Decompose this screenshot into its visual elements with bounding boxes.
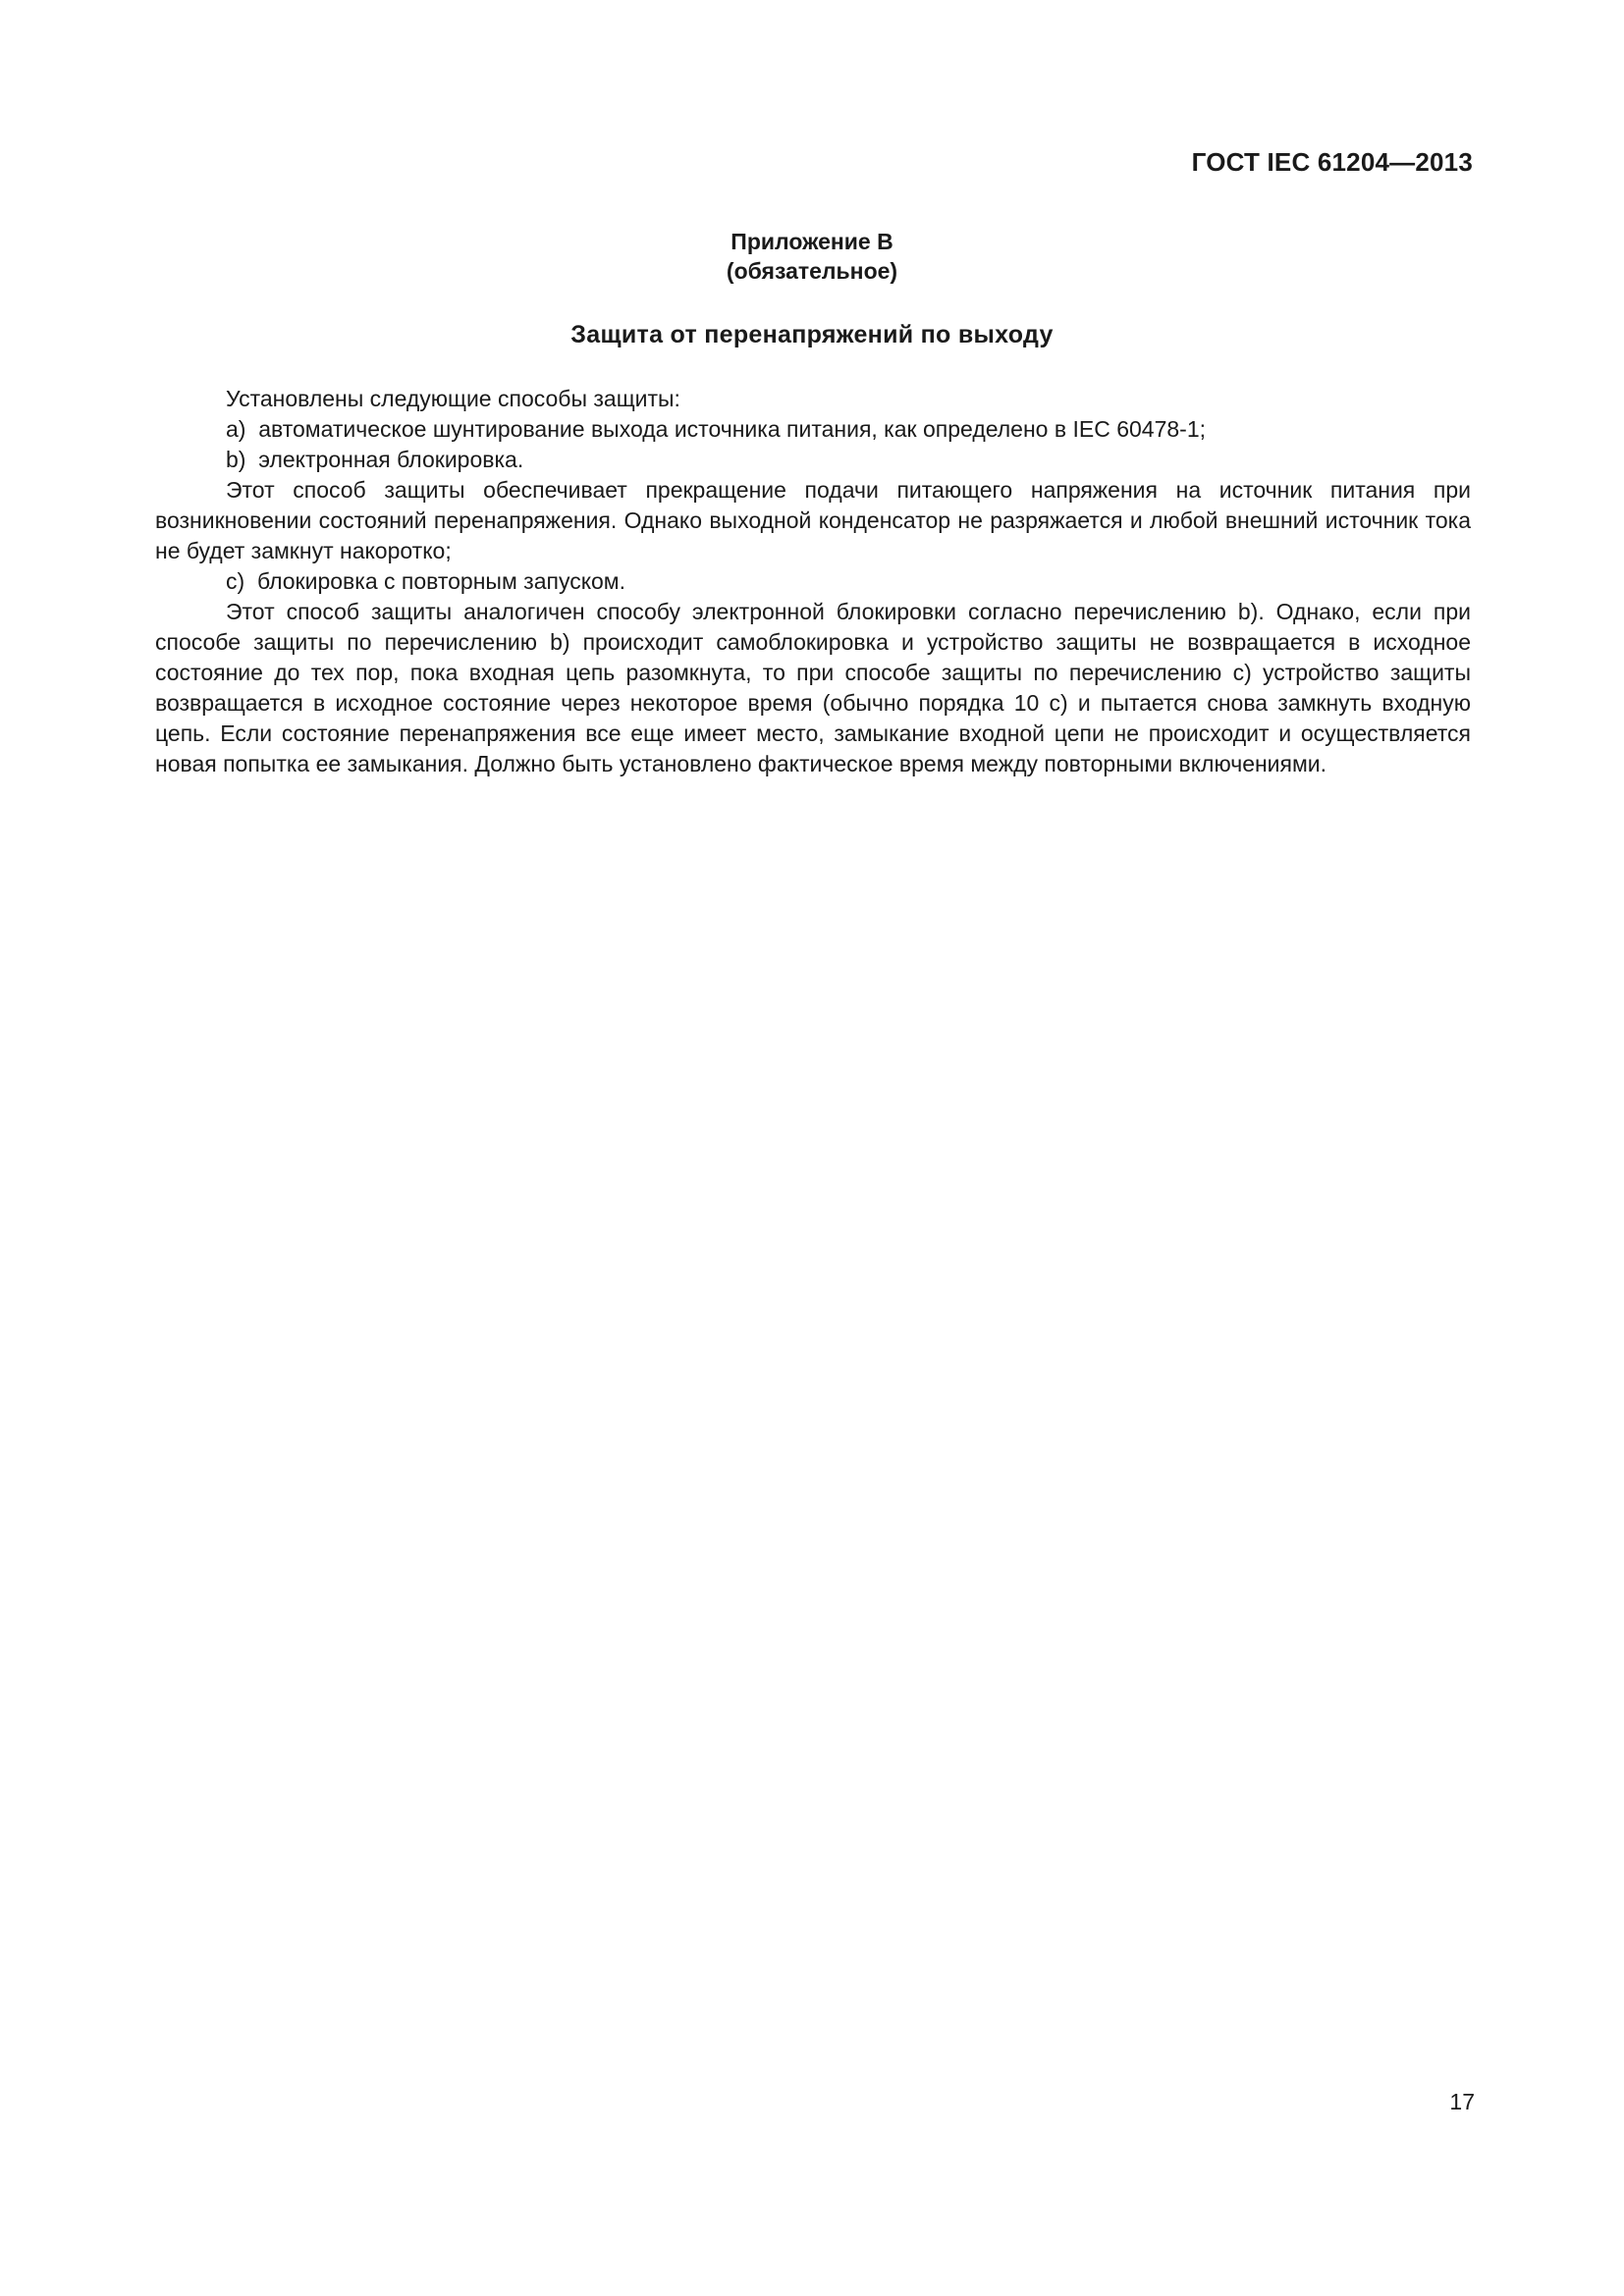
paragraph-c-description: Этот способ защиты аналогичен способу электронной блокировки согласно перечислению b). Однако, если при способе защиты по перечислению b) происходит самоблокировка и устройство защиты не возвращается в исходное состояние до тех пор, пока входная цепь разомкнута, то при способе защиты по перечислению с) устройство защиты возвращается в исходное состояние через некоторое время (обычно порядка 10 с) и пытается снова замкнуть входную цепь. Если состояние перенапряжения все еще имеет место, замыкание входной цепи не происходит и осуществляется новая попытка ее замыкания. Должно быть установлено фактическое время между повторными включениями. bbox=[155, 599, 1471, 776]
paragraph-intro: Установлены следующие способы защиты: bbox=[226, 386, 680, 411]
document-code: ГОСТ IEC 61204—2013 bbox=[1191, 147, 1473, 177]
paragraph-b-description: Этот способ защиты обеспечивает прекращение подачи питающего напряжения на источник питания при возникновении состояний перенапряжения. Однако выходной конденсатор не разряжается и любой внешний источник тока не будет замкнут накоротко; bbox=[155, 477, 1471, 563]
annex-title: Приложение B bbox=[731, 229, 893, 254]
annex-status: (обязательное) bbox=[726, 258, 898, 284]
annex-heading bbox=[0, 227, 1624, 286]
page-number: 17 bbox=[1449, 2089, 1475, 2114]
list-item-b: b) электронная блокировка. bbox=[226, 447, 524, 472]
list-item-a: а) автоматическое шунтирование выхода источника питания, как определено в IEC 60478-1; bbox=[226, 416, 1206, 442]
body-text bbox=[155, 384, 1471, 779]
list-item-c: с) блокировка с повторным запуском. bbox=[226, 568, 626, 594]
section-title: Защита от перенапряжений по выходу bbox=[570, 321, 1054, 348]
